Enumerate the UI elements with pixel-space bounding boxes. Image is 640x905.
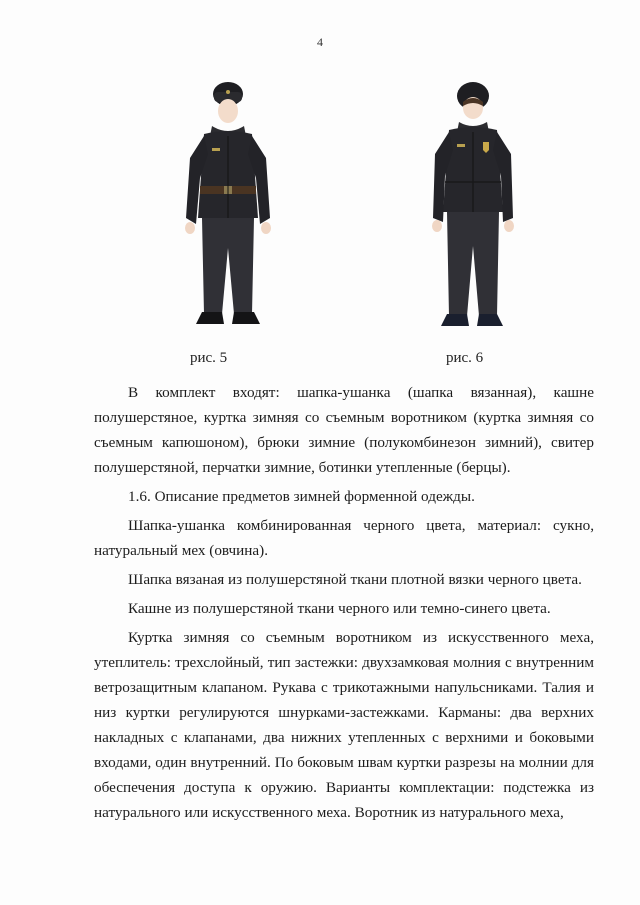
paragraph-ushanka: Шапка-ушанка комбинированная черного цвета, материал: сукно, натуральный мех (овчина).	[94, 517, 594, 559]
male-winter-uniform-image	[168, 78, 288, 338]
female-winter-uniform-image	[415, 78, 535, 338]
figure-6-illustration	[415, 78, 535, 338]
paragraph-knitted-hat: Шапка вязаная из полушерстяной ткани плотной вязки черного цвета.	[128, 571, 582, 588]
paragraph-section-heading: 1.6. Описание предметов зимней форменной одежды.	[128, 488, 475, 505]
paragraph-kit-contents: В комплект входят: шапка-ушанка (шапка вязанная), кашне полушерстяное, куртка зимняя со съемным воротником (куртка зимняя со съемным капюшоном), брюки зимние (полукомбинезон зимний), свитер полушерстяной, перчатки зимние, ботинки утепленные (берцы).	[94, 384, 594, 476]
body-text	[94, 380, 594, 829]
paragraph-scarf: Кашне из полушерстяной ткани черного или темно-синего цвета.	[128, 600, 551, 617]
figure-5-caption: рис. 5	[190, 350, 228, 366]
page-number: 4	[317, 35, 323, 49]
paragraph-winter-jacket: Куртка зимняя со съемным воротником из искусственного меха, утеплитель: трехслойный, тип застежки: двухзамковая молния с внутренним ветрозащитным клапаном. Рукава с трикотажными напульсниками. Талия и низ куртки регулируются шнурками-застежками. Карманы: два верхних накладных с клапанами, два нижних утепленных с верхними и боковыми входами, один внутренний. По боковым швам куртки разрезы на молнии для обеспечения доступа к оружию. Варианты комплектации: подстежка из натурального или искусственного меха. Воротник из натурального меха,	[94, 629, 594, 821]
figure-6-caption: рис. 6	[446, 350, 484, 366]
figure-5-illustration	[168, 78, 288, 338]
